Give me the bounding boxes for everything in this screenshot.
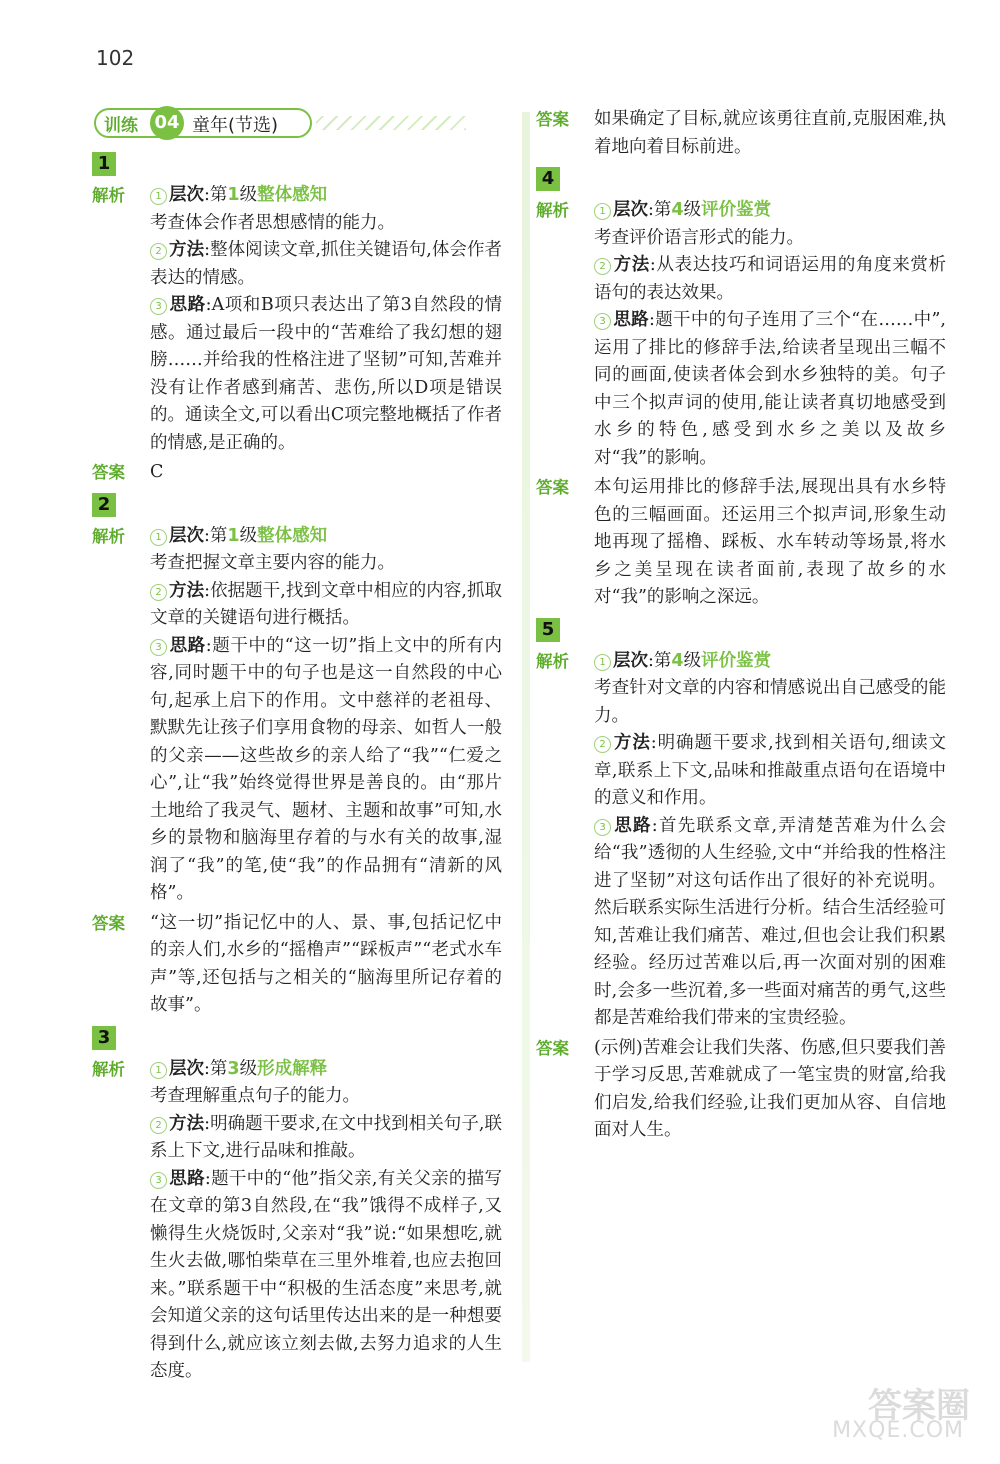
level-suffix: 级 [683, 200, 702, 220]
thinking-keyword: 思路 [169, 1168, 205, 1189]
level-description: 考查体会作者思想感情的能力。 [150, 212, 395, 233]
watermark-top: 答案圈 [868, 1386, 970, 1426]
level-prefix: 第 [653, 200, 672, 220]
level-description: 考查评价语言形式的能力。 [594, 227, 804, 248]
answer-block [536, 106, 946, 161]
answer-text: (示例)苦难会让我们失落、伤感,但只要我们善于学习反思,苦难就成了一笔宝贵的财富,给我们启发,给我们经验,让我们更加从容、自信地面对人生。 [594, 1037, 946, 1140]
thinking-text: 题干中的句子连用了三个“在……中”,运用了排比的修辞手法,给读者呈现出三幅不同的画面,使读者体会到水乡独特的美。句子中三个拟声词的使用,能让读者真切地感受到水乡的特色,感受到水乡之美以及故乡对“我”的影响。 [594, 310, 946, 468]
level-name: 整体感知 [257, 525, 328, 546]
analysis-tag: 解析 [92, 186, 125, 205]
circle-two-icon: 2 [150, 584, 167, 601]
question-number: 3 [92, 1026, 116, 1050]
thinking-text: A项和B项只表达出了第3自然段的情感。通过最后一段中的“苦难给了我幻想的翅膀……并给我的性格注进了坚韧”可知,苦难并没有让作者感到痛苦、悲伤,所以D项是错误的。通读全文,可以看出C项完整地概括了作者的情感,是正确的。 [150, 295, 502, 453]
question-number: 5 [536, 618, 560, 642]
thinking-keyword: 思路 [169, 635, 206, 656]
circle-two-icon: 2 [594, 736, 611, 753]
level-keyword: 层次 [613, 200, 648, 220]
analysis-block [536, 197, 946, 472]
analysis-block [92, 1056, 502, 1386]
answer-block [536, 474, 946, 612]
circle-two-icon: 2 [150, 1117, 167, 1134]
level-suffix: 级 [239, 525, 258, 546]
circle-three-icon: 3 [150, 639, 167, 656]
circle-three-icon: 3 [150, 1172, 167, 1189]
analysis-block [536, 648, 946, 1033]
analysis-tag: 解析 [92, 1059, 125, 1079]
analysis-body: 1 层次:第3级形成解释 考查理解重点句子的能力。 2 方法:明确题干要求,在文中找到相关句子,联系上下文,进行品味和推敲。 3 思路:题干中的“他”指父亲,有关父亲的描写在文章的第3自然段,在“我”饿得不成样子,又懒得生火烧饭时,父亲对“我”说:“如果想吃,就生火去做,哪怕柴草在三里外堆着,也应去抱回来。”联系题干中“积极的生活态度”来思考,就会知道父亲的这句话里传达出来的是一种想要得到什么,就应该立刻去做,去努力追求的人生态度。 [150, 1058, 503, 1381]
level-description: 考查理解重点句子的能力。 [150, 1086, 360, 1106]
method-keyword: 方法 [169, 240, 205, 260]
level-suffix: 级 [683, 650, 702, 671]
level-name: 整体感知 [257, 185, 328, 205]
circle-one-icon: 1 [594, 203, 611, 220]
analysis-block [92, 182, 502, 457]
answer-text: C [150, 462, 164, 482]
level-description: 考查把握文章主要内容的能力。 [150, 553, 395, 573]
level-name: 评价鉴赏 [701, 200, 772, 220]
level-suffix: 级 [239, 1058, 258, 1079]
level-keyword: 层次 [613, 650, 648, 671]
method-keyword: 方法 [169, 580, 205, 601]
level-prefix: 第 [209, 525, 228, 546]
section-banner [94, 108, 474, 140]
analysis-tag: 解析 [536, 651, 569, 671]
method-text: 明确题干要求,在文中找到相关句子,联系上下文,进行品味和推敲。 [150, 1113, 503, 1161]
level-prefix: 第 [653, 650, 672, 671]
circle-three-icon: 3 [150, 298, 167, 315]
analysis-body: 1 层次:第4级评价鉴赏 考查评价语言形式的能力。 2 方法:从表达技巧和词语运用的角度来赏析语句的表达效果。 3 思路:题干中的句子连用了三个“在……中”,运用了排比的修辞手法,给读者呈现出三幅不同的画面,使读者体会到水乡独特的美。句子中三个拟声词的使用,能让读者真切地感受到水乡的特色,感受到水乡之美以及故乡对“我”的影响。 [594, 200, 947, 468]
method-text: 从表达技巧和词语运用的角度来赏析语句的表达效果。 [594, 255, 947, 303]
banner-number: 04 [150, 106, 184, 140]
answer-text: 如果确定了目标,就应该勇往直前,克服困难,执着地向着目标前进。 [594, 109, 946, 157]
analysis-block [92, 523, 502, 908]
question-number: 1 [92, 152, 116, 176]
method-text: 整体阅读文章,抓住关键语句,体会作者表达的情感。 [150, 240, 503, 288]
banner-train-label: 训练 [104, 116, 138, 136]
answer-block [92, 910, 502, 1020]
thinking-text: 题干中的“他”指父亲,有关父亲的描写在文章的第3自然段,在“我”饿得不成样子,又懒得生火烧饭时,父亲对“我”说:“如果想吃,就生火去做,哪怕柴草在三里外堆着,也应去抱回来。”联系题干中“积极的生活态度”来思考,就会知道父亲的这句话里传达出来的是一种想要得到什么,就应该立刻去做,去努力追求的人生态度。 [150, 1168, 502, 1381]
answer-block [536, 1035, 946, 1145]
question-number: 4 [536, 167, 560, 191]
level-name: 形成解释 [257, 1058, 328, 1079]
circle-two-icon: 2 [594, 258, 611, 275]
circle-one-icon: 1 [150, 529, 167, 546]
thinking-keyword: 思路 [613, 310, 649, 330]
level-keyword: 层次 [169, 1058, 204, 1079]
answer-block [92, 459, 502, 487]
level-number: 4 [671, 650, 684, 671]
method-keyword: 方法 [169, 1113, 205, 1134]
right-column [536, 104, 946, 1147]
level-prefix: 第 [209, 1058, 228, 1079]
analysis-body: 1 层次:第1级整体感知 考查把握文章主要内容的能力。 2 方法:依据题干,找到文章中相应的内容,抓取文章的关键语句进行概括。 3 思路:题干中的“这一切”指上文中的所有内容,同时题干中的句子也是这一自然段的中心句,起承上启下的作用。文中慈祥的老祖母、默默先让孩子们享用食物的母亲、如哲人一般的父亲——这些故乡的亲人给了“我”“仁爱之心”,让“我”始终觉得世界是善良的。由“那片土地给了我灵气、题材、主题和故事”可知,水乡的景物和脑海里存着的与水有关的故事,湿润了“我”的笔,使“我”的作品拥有“清新的风格”。 [150, 525, 503, 903]
level-keyword: 层次 [169, 525, 204, 546]
level-keyword: 层次 [169, 185, 204, 205]
analysis-body: 1 层次:第4级评价鉴赏 考查针对文章的内容和情感说出自己感受的能力。 2 方法:明确题干要求,找到相关语句,细读文章,联系上下文,品味和推敲重点语句在语境中的意义和作用。 3 思路:首先联系文章,弄清楚苦难为什么会给“我”透彻的人生经验,文中“并给我的性格注进了坚韧”对这句话作出了很好的补充说明。然后联系实际生活进行分析。结合生活经验可知,苦难让我们痛苦、难过,但也会让我们积累经验。经历过苦难以后,再一次面对别的困难时,会多一些沉着,多一些面对痛苦的勇气,这些都是苦难给我们带来的宝贵经验。 [594, 650, 947, 1028]
analysis-tag: 解析 [92, 526, 125, 546]
page-number: 102 [96, 46, 135, 70]
level-description: 考查针对文章的内容和情感说出自己感受的能力。 [594, 678, 946, 726]
banner-title: 童年(节选) [192, 115, 279, 136]
answer-tag: 答案 [92, 463, 125, 482]
answer-tag: 答案 [536, 478, 569, 497]
answer-tag: 答案 [92, 913, 125, 933]
method-keyword: 方法 [613, 733, 651, 753]
column-divider-band [522, 112, 530, 1362]
analysis-body: 1 层次:第1级整体感知 考查体会作者思想感情的能力。 2 方法:整体阅读文章,抓住关键语句,体会作者表达的情感。 3 思路:A项和B项只表达出了第3自然段的情感。通过最后一段中的“苦难给了我幻想的翅膀……并给我的性格注进了坚韧”可知,苦难并没有让作者感到痛苦、悲伤,所以D项是错误的。通读全文,可以看出C项完整地概括了作者的情感,是正确的。 [150, 185, 503, 453]
answer-text: 本句运用排比的修辞手法,展现出具有水乡特色的三幅画面。还运用三个拟声词,形象生动地再现了摇橹、踩板、水车转动等场景,将水乡之美呈现在读者面前,表现了故乡的水对“我”的影响之深远。 [594, 477, 946, 607]
answer-tag: 答案 [536, 1038, 569, 1058]
level-prefix: 第 [209, 185, 228, 205]
level-number: 3 [227, 1058, 240, 1079]
method-text: 依据题干,找到文章中相应的内容,抓取文章的关键语句进行概括。 [150, 580, 503, 628]
circle-one-icon: 1 [150, 1062, 167, 1079]
circle-one-icon: 1 [594, 654, 611, 671]
level-suffix: 级 [239, 185, 258, 205]
question-number: 2 [92, 493, 116, 517]
answer-text: “这一切”指记忆中的人、景、事,包括记忆中的亲人们,水乡的“摇橹声”“踩板声”“老式水车声”等,还包括与之相关的“脑海里所记存着的故事”。 [150, 912, 502, 1015]
watermark-bottom: MXQE.COM [832, 1418, 964, 1443]
method-text: 明确题干要求,找到相关语句,细读文章,联系上下文,品味和推敲重点语句在语境中的意义和作用。 [594, 733, 947, 808]
watermark-logo [800, 1378, 970, 1448]
circle-three-icon: 3 [594, 313, 611, 330]
circle-two-icon: 2 [150, 243, 167, 260]
thinking-text: 题干中的“这一切”指上文中的所有内容,同时题干中的句子也是这一自然段的中心句,起承上启下的作用。文中慈祥的老祖母、默默先让孩子们享用食物的母亲、如哲人一般的父亲——这些故乡的亲人给了“我”“仁爱之心”,让“我”始终觉得世界是善良的。由“那片土地给了我灵气、题材、主题和故事”可知,水乡的景物和脑海里存着的与水有关的故事,湿润了“我”的笔,使“我”的作品拥有“清新的风格”。 [150, 635, 502, 903]
thinking-text: 首先联系文章,弄清楚苦难为什么会给“我”透彻的人生经验,文中“并给我的性格注进了坚韧”对这句话作出了很好的补充说明。然后联系实际生活进行分析。结合生活经验可知,苦难让我们痛苦、难过,但也会让我们积累经验。经历过苦难以后,再一次面对别的困难时,会多一些沉着,多一些面对痛苦的勇气,这些都是苦难给我们带来的宝贵经验。 [594, 815, 947, 1028]
answer-tag: 答案 [536, 110, 569, 129]
level-number: 1 [227, 185, 240, 205]
level-number: 1 [227, 525, 240, 546]
analysis-tag: 解析 [536, 201, 569, 220]
level-name: 评价鉴赏 [701, 650, 772, 671]
method-keyword: 方法 [613, 255, 650, 275]
thinking-keyword: 思路 [169, 295, 206, 315]
left-column [92, 148, 502, 1388]
circle-one-icon: 1 [150, 188, 167, 205]
thinking-keyword: 思路 [613, 815, 652, 836]
banner-chevron-decoration [316, 116, 466, 130]
level-number: 4 [671, 200, 684, 220]
circle-three-icon: 3 [594, 819, 611, 836]
